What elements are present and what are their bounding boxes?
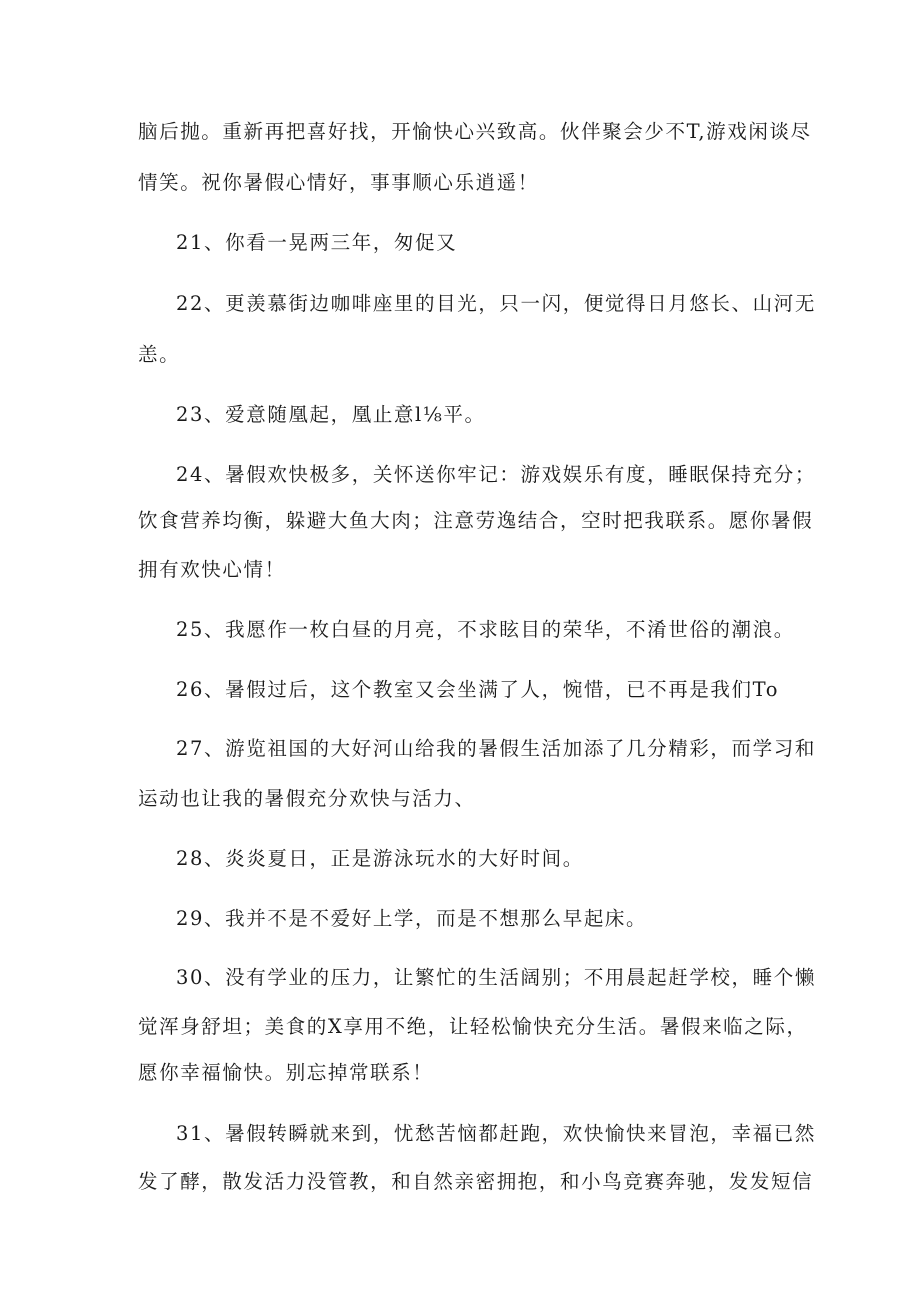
paragraph-30-line-2: 觉浑身舒坦；美食的X享用不绝，让轻松愉快充分生活。暑假来临之际，	[138, 1015, 808, 1038]
paragraph-29-line-1: 29、我并不是不爱好上学，而是不想那么早起床。	[176, 907, 648, 930]
paragraph-24-line-1: 24、暑假欢快极多，关怀送你牢记：游戏娱乐有度，睡眠保持充分；	[176, 463, 816, 486]
paragraph-27-line-2: 运动也让我的暑假充分欢快与活力、	[138, 787, 476, 810]
paragraph-31-line-1: 31、暑假转瞬就来到，忧愁苦恼都赶跑，欢快愉快来冒泡，幸福已然	[176, 1122, 816, 1145]
paragraph-27-line-1: 27、游览祖国的大好河山给我的暑假生活加添了几分精彩，而学习和	[176, 737, 816, 760]
paragraph-22-line-1: 22、更羡慕街边咖啡座里的目光，只一闪，便觉得日月悠长、山河无	[176, 292, 816, 315]
paragraph-30-line-1: 30、没有学业的压力，让繁忙的生活阔别；不用晨起赶学校，睡个懒	[176, 966, 816, 989]
paragraph-22-line-2: 恙。	[138, 343, 181, 366]
paragraph-31-line-2: 发了酵，散发活力没管教，和自然亲密拥抱，和小鸟竞赛奔驰，发发短信	[138, 1170, 814, 1193]
paragraph-25-line-1: 25、我愿作一枚白昼的月亮，不求眩目的荣华，不淆世俗的潮浪。	[176, 618, 795, 641]
paragraph-21-line-1: 21、你看一晃两三年，匆促又	[176, 231, 458, 254]
paragraph-20-line-2: 情笑。祝你暑假心情好，事事顺心乐逍遥！	[138, 171, 539, 194]
paragraph-24-line-3: 拥有欢快心情！	[138, 558, 286, 581]
paragraph-28-line-1: 28、炎炎夏日，正是游泳玩水的大好时间。	[176, 847, 584, 870]
paragraph-30-line-3: 愿你幸福愉快。别忘掉常联系！	[138, 1061, 434, 1084]
paragraph-20-line-1: 脑后抛。重新再把喜好找，开愉快心兴致高。伙伴聚会少不T,游戏闲谈尽	[138, 120, 812, 143]
paragraph-23-line-1: 23、爱意随凰起，凰止意l⅛平。	[176, 403, 486, 426]
paragraph-26-line-1: 26、暑假过后，这个教室又会坐满了人，惋惜，已不再是我们To	[176, 678, 780, 701]
paragraph-24-line-2: 饮食营养均衡，躲避大鱼大肉；注意劳逸结合，空时把我联系。愿你暑假	[138, 509, 814, 532]
